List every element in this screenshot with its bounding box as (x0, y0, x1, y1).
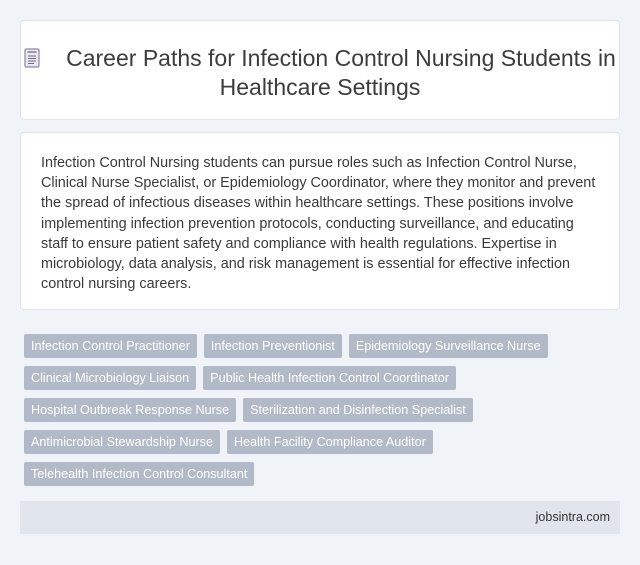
tag[interactable]: Hospital Outbreak Response Nurse (24, 398, 236, 422)
tag[interactable]: Clinical Microbiology Liaison (24, 366, 196, 390)
tag[interactable]: Telehealth Infection Control Consultant (24, 462, 254, 486)
tag[interactable]: Sterilization and Disinfection Specialist (243, 398, 473, 422)
footer-site-link[interactable]: jobsintra.com (535, 510, 610, 524)
tag-list (24, 334, 620, 486)
tag[interactable]: Epidemiology Surveillance Nurse (349, 334, 548, 358)
tag[interactable]: Health Facility Compliance Auditor (227, 430, 433, 454)
tag[interactable]: Infection Control Practitioner (24, 334, 197, 358)
description-card (20, 132, 620, 310)
footer (20, 501, 620, 534)
document-icon (24, 48, 40, 68)
tag[interactable]: Infection Preventionist (204, 334, 342, 358)
title-card (20, 20, 620, 120)
description-text: Infection Control Nursing students can pursue roles such as Infection Control Nurse, Clinical Nurse Specialist, or Epidemiology Coordinator, where they monitor and prevent the spread of infectious diseases within healthcare settings. These positions involve implementing infection prevention protocols, conducting surveillance, and educating staff to ensure patient safety and compliance with health regulations. Expertise in microbiology, data analysis, and risk management is essential for effective infection control nursing careers. (41, 155, 596, 293)
tag[interactable]: Public Health Infection Control Coordinator (203, 366, 456, 390)
tag[interactable]: Antimicrobial Stewardship Nurse (24, 430, 220, 454)
page-title: Career Paths for Infection Control Nursing Students in Healthcare Settings (66, 45, 616, 100)
page-title-row (21, 44, 619, 102)
